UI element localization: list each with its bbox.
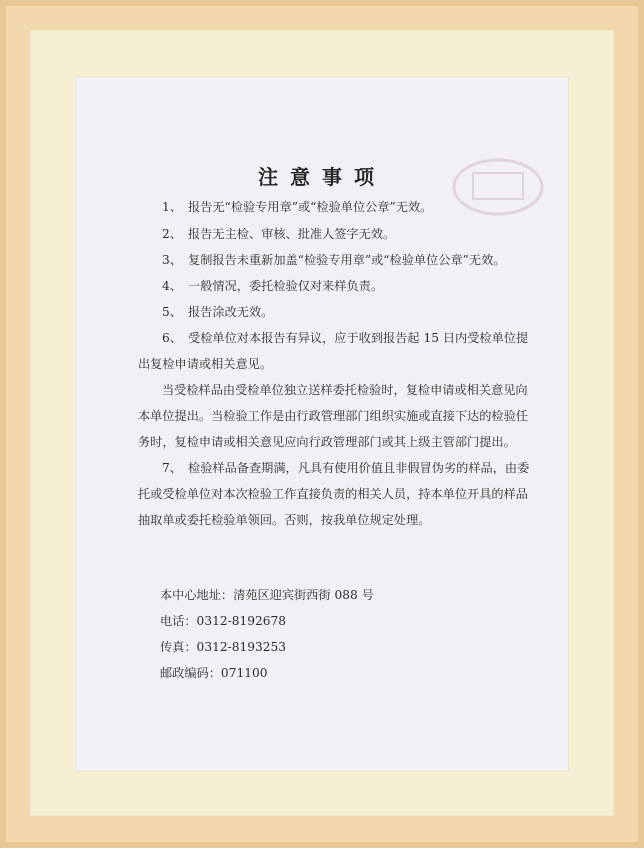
contact-address: 本中心地址：清苑区迎宾街西街 088 号 (160, 588, 374, 602)
notice-item-3: 3、 复制报告未重新加盖“检验专用章”或“检验单位公章”无效。 (162, 253, 506, 267)
notice-item-4: 4、 一般情况，委托检验仅对来样负责。 (162, 279, 384, 293)
notice-item-5: 5、 报告涂改无效。 (162, 305, 274, 319)
contact-phone: 电话：0312-8192678 (160, 614, 286, 628)
notice-item-7-line-3: 抽取单或委托检验单领回。否则，按我单位规定处理。 (138, 513, 431, 527)
notice-item-6-line-2: 出复检申请或相关意见。 (138, 357, 273, 371)
notice-item-7-line-1: 7、 检验样品备查期满，凡具有使用价值且非假冒伪劣的样品，由委 (162, 461, 530, 475)
notice-paragraph-line-2: 本单位提出。当检验工作是由行政管理部门组织实施或直接下达的检验任 (138, 409, 528, 423)
notice-item-6-line-1: 6、 受检单位对本报告有异议，应于收到报告起 15 日内受检单位提 (162, 331, 529, 345)
notice-paragraph-line-3: 务时，复检申请或相关意见应向行政管理部门或其上级主管部门提出。 (138, 435, 516, 449)
notice-item-2: 2、 报告无主检、审核、批准人签字无效。 (162, 227, 396, 241)
notice-paragraph-line-1: 当受检样品由受检单位独立送样委托检验时，复检申请或相关意见向 (162, 383, 528, 397)
contact-postcode: 邮政编码：071100 (160, 666, 268, 680)
page-title: 注意事项 (258, 165, 386, 189)
notice-item-1: 1、 报告无“检验专用章”或“检验单位公章”无效。 (162, 200, 433, 214)
notice-item-7-line-2: 托或受检单位对本次检验工作直接负责的相关人员，持本单位开具的样品 (138, 487, 528, 501)
contact-fax: 传真：0312-8193253 (160, 640, 286, 654)
notice-document (76, 77, 568, 771)
